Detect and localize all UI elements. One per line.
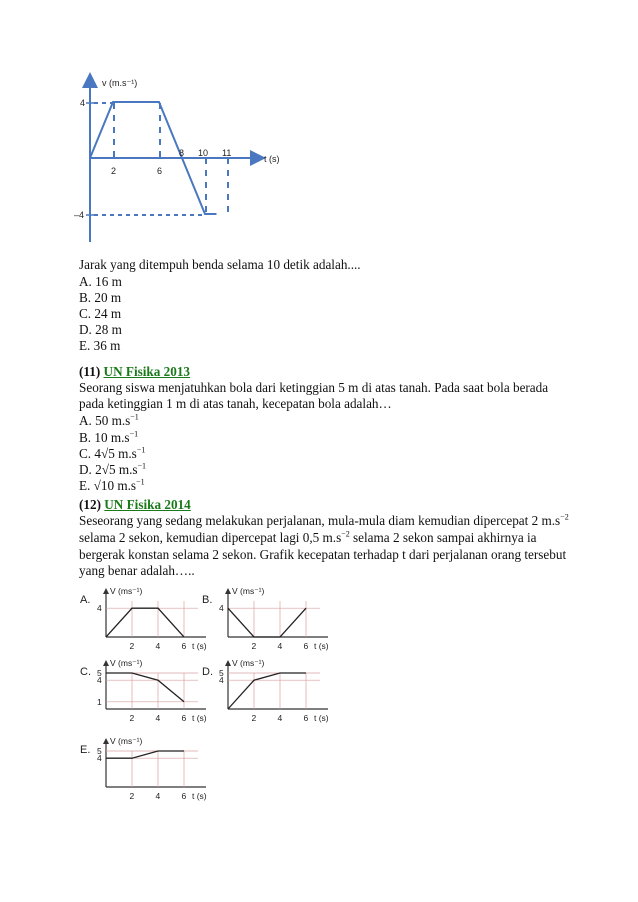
y-axis-arrow xyxy=(103,588,109,594)
x-tick-label: 2 xyxy=(251,713,257,723)
option-letter: B. xyxy=(202,594,213,606)
y-tick-4: 4 xyxy=(80,98,86,108)
q12-source-link[interactable]: UN Fisika 2014 xyxy=(104,497,191,512)
x-tick-label: 4 xyxy=(155,641,161,651)
x-tick-label: 6 xyxy=(303,713,309,723)
option-graph-c xyxy=(78,657,208,739)
q11-option-c: C. 4√5 $m.s^{-1}$ xyxy=(79,445,146,461)
y-tick-label: 1 xyxy=(97,696,102,707)
q10-option-c: C. 24 m xyxy=(79,306,122,321)
q12-text-line4: yang benar adalah….. xyxy=(79,563,195,578)
x-axis-label: t (s) xyxy=(192,791,207,801)
q12-text-line1: Seseorang yang sedang melakukan perjalanan, mula-mula diam kemudian dipercepat 2 $m.s^{-2}$ xyxy=(79,512,569,528)
velocity-line xyxy=(228,673,306,709)
velocity-line xyxy=(106,608,184,637)
y-axis-label: V (ms⁻¹) xyxy=(110,586,143,596)
option-letter: E. xyxy=(80,744,91,756)
q10-option-e: E. 36 m xyxy=(79,338,121,353)
q11-text-line1: Seorang siswa menjatuhkan bola dari ketinggian 5 m di atas tanah. Pada saat bola berada xyxy=(79,380,549,395)
x-tick-label: 6 xyxy=(181,641,187,651)
q11-option-a: A. 50 $m.s^{-1}$ xyxy=(79,412,139,428)
x-tick-11: 11 xyxy=(222,148,232,158)
option-letter: C. xyxy=(80,666,91,678)
y-tick-label: 5 xyxy=(97,746,102,756)
x-tick-label: 4 xyxy=(277,713,283,723)
q10-question: Jarak yang ditempuh benda selama 10 detik adalah.... xyxy=(79,257,361,272)
velocity-time-graph xyxy=(74,72,300,247)
q10-option-d: D. 28 m xyxy=(79,322,122,337)
x-tick-label: 4 xyxy=(155,791,161,801)
y-tick-neg4: –4 xyxy=(74,210,85,220)
x-tick-8: 8 xyxy=(179,148,185,158)
x-tick-label: 2 xyxy=(129,641,135,651)
x-tick-label: 4 xyxy=(277,641,283,651)
option-letter: D. xyxy=(202,666,213,678)
y-tick-label: 5 xyxy=(219,668,224,678)
x-tick-6: 6 xyxy=(157,166,163,176)
q11-number: (11) xyxy=(79,364,101,379)
y-axis-label: V (ms⁻¹) xyxy=(232,658,265,668)
y-axis-arrow xyxy=(103,738,109,744)
velocity-line xyxy=(106,751,184,758)
x-tick-label: 4 xyxy=(155,713,161,723)
x-axis-label: t (s) xyxy=(192,713,207,723)
q12-text-line2: selama 2 sekon, kemudian dipercepat lagi 0,5 $m.s^{-2}$ selama 2 sekon sampai akhirnya ia xyxy=(79,529,537,545)
q12-header xyxy=(79,497,191,513)
x-tick-label: 2 xyxy=(129,713,135,723)
velocity-line xyxy=(228,608,306,637)
y-axis-label: V (ms⁻¹) xyxy=(110,658,143,668)
q10-option-a: A. 16 m xyxy=(79,274,122,289)
velocity-line xyxy=(106,673,184,702)
y-axis-label: V (ms⁻¹) xyxy=(232,586,265,596)
option-letter: A. xyxy=(80,594,91,606)
option-graph-e xyxy=(78,735,208,817)
x-axis-label: t (s) xyxy=(314,641,329,651)
y-tick-label: 4 xyxy=(97,753,102,764)
y-axis-arrow xyxy=(225,660,231,666)
q11-source-link[interactable]: UN Fisika 2013 xyxy=(103,364,191,379)
option-graph-d xyxy=(200,657,330,739)
x-axis-label: t (s) xyxy=(192,641,207,651)
y-axis-arrow xyxy=(103,660,109,666)
y-tick-label: 4 xyxy=(219,603,224,614)
x-tick-label: 2 xyxy=(129,791,135,801)
x-tick-label: 2 xyxy=(251,641,257,651)
x-tick-10: 10 xyxy=(198,148,209,158)
option-graph-b xyxy=(200,585,330,667)
q11-text-line2: pada ketinggian 1 m di atas tanah, kecepatan bola adalah… xyxy=(79,396,392,411)
y-axis-arrow xyxy=(225,588,231,594)
q12-text-line3: bergerak konstan selama 2 sekon. Grafik kecepatan terhadap t dari perjalanan orang tersebut xyxy=(79,547,567,562)
q11-option-e: E. √10 $m.s^{-1}$ xyxy=(79,477,145,493)
y-tick-label: 4 xyxy=(97,675,102,686)
x-tick-label: 6 xyxy=(181,791,187,801)
q11-header xyxy=(79,364,190,380)
y-tick-label: 4 xyxy=(219,675,224,686)
x-tick-label: 6 xyxy=(181,713,187,723)
y-axis-label: V (ms⁻¹) xyxy=(110,736,143,746)
y-tick-label: 5 xyxy=(97,668,102,678)
q12-number: (12) xyxy=(79,497,101,512)
x-tick-2: 2 xyxy=(111,166,117,176)
x-axis-label: t (s) xyxy=(264,154,280,164)
q11-option-b: B. 10 $m.s^{-1}$ xyxy=(79,429,139,445)
x-axis-label: t (s) xyxy=(314,713,329,723)
y-tick-label: 4 xyxy=(97,603,102,614)
y-axis-label: v (m.s⁻¹) xyxy=(102,78,138,88)
x-tick-label: 6 xyxy=(303,641,309,651)
q10-option-b: B. 20 m xyxy=(79,290,122,305)
q11-option-d: D. 2√5 $m.s^{-1}$ xyxy=(79,461,147,477)
option-graph-a xyxy=(78,585,208,667)
